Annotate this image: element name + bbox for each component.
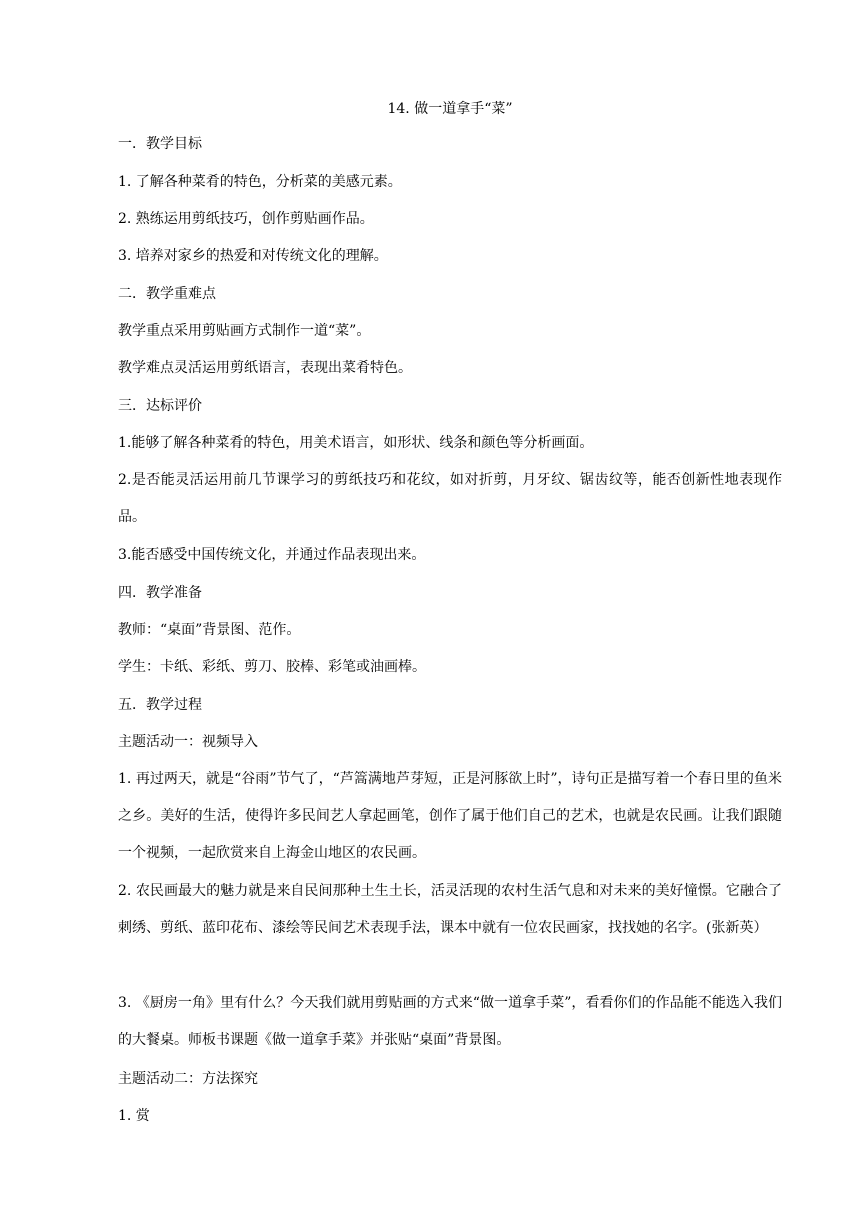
goal-item: 1. 了解各种菜肴的特色，分析菜的美感元素。 xyxy=(118,174,402,190)
preparation-item: 学生：卡纸、彩纸、剪刀、胶棒、彩笔或油画棒。 xyxy=(118,659,426,675)
activity-item: 1. 赏 xyxy=(118,1108,150,1124)
activity-paragraph: 3. 《厨房一角》里有什么？今天我们就用剪贴画的方式来“做一道拿手菜”，看看你们的作品能不能选入我们的大餐桌。师板书课题《做一道拿手菜》并张贴“桌面”背景图。 xyxy=(118,995,782,1048)
goal-item: 2. 熟练运用剪纸技巧，创作剪贴画作品。 xyxy=(118,211,374,227)
evaluation-item: 1.能够了解各种菜肴的特色，用美术语言，如形状、线条和颜色等分析画面。 xyxy=(118,435,594,451)
section-heading-preparation: 四．教学准备 xyxy=(118,585,202,601)
evaluation-item: 2.是否能灵活运用前几节课学习的剪纸技巧和花纹，如对折剪，月牙纹、锯齿纹等，能否创新性地表现作品。 xyxy=(118,472,782,525)
activity-heading: 主题活动一：视频导入 xyxy=(118,734,258,750)
section-heading-key-points: 二．教学重难点 xyxy=(118,286,216,302)
activity-paragraph: 2. 农民画最大的魅力就是来自民间那种土生土长，活灵活现的农村生活气息和对未来的美好憧憬。它融合了刺绣、剪纸、蓝印花布、漆绘等民间艺术表现手法，课本中就有一位农民画家，找找她的名字。(张新英） xyxy=(118,883,782,936)
preparation-item: 教师：“桌面”背景图、范作。 xyxy=(118,622,301,638)
evaluation-item: 3.能否感受中国传统文化，并通过作品表现出来。 xyxy=(118,547,426,563)
document-title: 14. 做一道拿手“菜” xyxy=(387,101,513,117)
section-heading-process: 五．教学过程 xyxy=(118,697,202,713)
activity-heading: 主题活动二：方法探究 xyxy=(118,1071,258,1087)
key-point-item: 教学重点采用剪贴画方式制作一道“菜”。 xyxy=(118,323,371,339)
section-heading-evaluation: 三．达标评价 xyxy=(118,398,202,414)
activity-paragraph: 1. 再过两天，就是“谷雨”节气了，“芦篙满地芦芽短，正是河豚欲上时”，诗句正是描写着一个春日里的鱼米之乡。美好的生活，使得许多民间艺人拿起画笔，创作了属于他们自己的艺术，也就是农民画。让我们跟随一个视频，一起欣赏来自上海金山地区的农民画。 xyxy=(118,771,782,861)
goal-item: 3. 培养对家乡的热爱和对传统文化的理解。 xyxy=(118,248,388,264)
key-point-item: 教学难点灵活运用剪纸语言，表现出菜肴特色。 xyxy=(118,360,412,376)
section-heading-goals: 一．教学目标 xyxy=(118,136,202,152)
